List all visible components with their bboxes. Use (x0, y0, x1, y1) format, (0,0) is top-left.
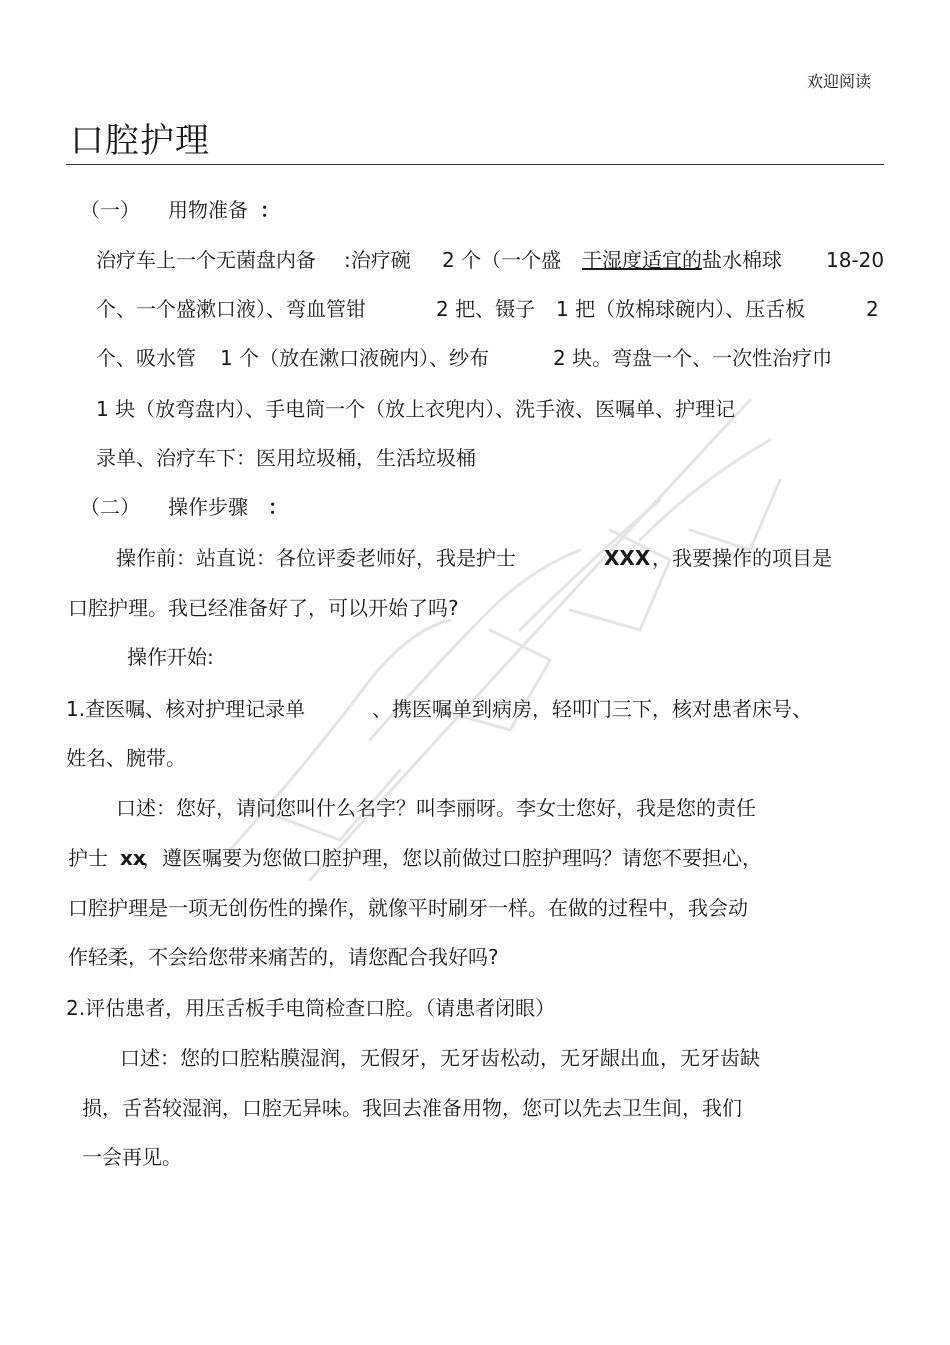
speech1-line2-c: ，遵医嘱要为您做口腔护理，您以前做过口腔护理吗？请您不要担心， (142, 846, 762, 870)
step1-line2: 姓名、腕带。 (66, 746, 186, 770)
speech1-line1: 口述：您好，请问您叫什么名字？叫李丽呀。李女士您好，我是您的责任 (116, 796, 756, 820)
section2-number: （二） (80, 495, 140, 519)
speech1-line4: 作轻柔，不会给您带来痛苦的，请您配合我好吗? (68, 945, 499, 969)
prep-line1-f: 18-20 (826, 248, 885, 272)
section1-colon: ： (260, 198, 280, 222)
prep-line1-underlined: 干湿度适宜的 (582, 248, 702, 272)
speech1-nurse-name: xx (120, 846, 146, 870)
step1-line1-a: 1.查医嘱、核对护理记录单 (66, 697, 306, 721)
prep-line5: 录单、治疗车下：医用垃圾桶，生活垃圾桶 (96, 446, 476, 470)
section1-number: （一） (80, 198, 140, 222)
section2-colon: ： (268, 495, 288, 519)
intro-line1-a: 操作前：站直说：各位评委老师好，我是护士 (116, 546, 516, 570)
intro-line2: 口腔护理。我已经准备好了，可以开始了吗? (68, 596, 459, 620)
prep-line2-c: 1 把（放棉球碗内）、压舌板 (556, 297, 806, 321)
intro-line1-c: ，我要操作的项目是 (652, 546, 832, 570)
step2-line: 2.评估患者，用压舌板手电筒检查口腔。（请患者闭眼） (66, 996, 556, 1020)
prep-line2-d: 2 (866, 297, 879, 321)
prep-line3-b: 1 个（放在漱口液碗内）、纱布 (220, 346, 490, 370)
prep-line4: 1 块（放弯盘内）、手电筒一个（放上衣兜内）、洗手液、医嘱单、护理记 (96, 397, 736, 421)
page-title: 口腔护理 (70, 121, 210, 161)
prep-line3-c: 2 块。弯盘一个、一次性治疗巾 (553, 346, 833, 370)
prep-line1-c: 2 个（一个盛 (442, 248, 562, 272)
speech2-line3: 一会再见。 (82, 1145, 182, 1169)
prep-line1-e: 盐水棉球 (702, 248, 782, 272)
speech2-line2: 损，舌苔较湿润，口腔无异味。我回去准备用物，您可以先去卫生间，我们 (82, 1096, 742, 1120)
prep-line1-b: :治疗碗 (344, 248, 411, 272)
prep-line2-a: 个、一个盛漱口液）、弯血管钳 (96, 297, 366, 321)
section2-heading: 操作步骤 (168, 495, 248, 519)
speech1-line3: 口腔护理是一项无创伤性的操作，就像平时刷牙一样。在做的过程中，我会动 (68, 896, 748, 920)
speech2-line1: 口述：您的口腔粘膜湿润，无假牙，无牙齿松动，无牙龈出血，无牙齿缺 (120, 1046, 760, 1070)
title-divider (66, 164, 884, 165)
intro-nurse-name: XXX (604, 546, 651, 570)
step1-line1-b: 、携医嘱单到病房，轻叩门三下，核对患者床号、 (372, 697, 812, 721)
start-label: 操作开始: (127, 645, 214, 669)
header-note: 欢迎阅读 (807, 72, 872, 91)
prep-line3-a: 个、吸水管 (96, 346, 196, 370)
prep-line2-b: 2 把、镊子 (436, 297, 536, 321)
prep-line1-a: 治疗车上一个无菌盘内备 (96, 248, 316, 272)
section1-heading: 用物准备 (168, 198, 248, 222)
speech1-line2-a: 护士 (68, 846, 108, 870)
